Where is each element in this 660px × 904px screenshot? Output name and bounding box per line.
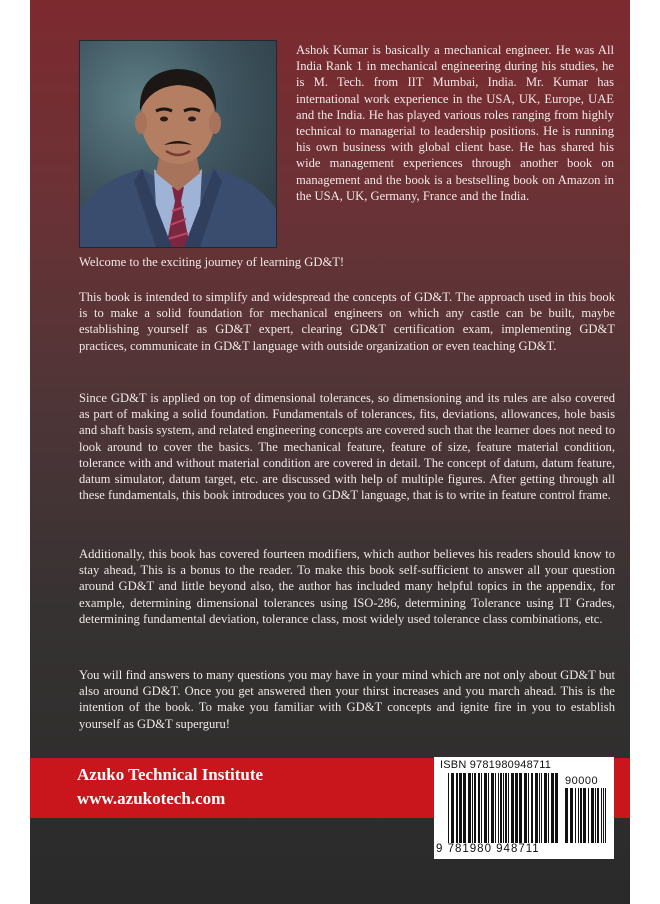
barcode-bar xyxy=(456,773,458,843)
barcode-bar xyxy=(503,773,504,843)
barcode-bar xyxy=(528,773,529,843)
description-paragraph: Additionally, this book has covered fourteen modifiers, which author believes his readers should know to stay ahead, This is a bonus to the reader. To make this book self-sufficient to answer all your question around GD&T and little beyond also, the author has included many helpful topics in the appendix, for example, determining dimensional tolerances using ISO-286, determining Tolerance using IT Grades, determining fundamental deviation, tolerance class, most widely used tolerance class combinations, etc. xyxy=(79,547,615,626)
barcode-bar xyxy=(508,773,509,843)
barcode-bar xyxy=(451,773,454,843)
barcode-bar xyxy=(481,773,482,843)
isbn-barcode xyxy=(434,757,614,859)
barcode-bar xyxy=(539,773,540,843)
barcode-bar xyxy=(531,773,533,843)
price-code: 90000 xyxy=(565,775,599,787)
barcode-bar xyxy=(472,773,473,843)
barcode-digits: 9 781980 948711 xyxy=(436,843,540,855)
barcode-bar xyxy=(575,788,576,843)
welcome-line: Welcome to the exciting journey of learning GD&T! xyxy=(79,255,345,269)
barcode-bar xyxy=(570,788,573,843)
barcode-bar xyxy=(580,788,582,843)
barcode-bar xyxy=(601,788,602,843)
barcode-bar xyxy=(605,788,606,843)
author-photo xyxy=(79,40,277,248)
barcode-bar xyxy=(551,773,554,843)
barcode-bar xyxy=(578,788,579,843)
isbn-label: ISBN 9781980948711 xyxy=(440,759,552,771)
description-paragraph: Since GD&T is applied on top of dimensional tolerances, so dimensioning and its rules are also covered as part of making a solid foundation. Fundamentals of tolerances, fits, deviations, allowances, hole basis and shaft basis system, and related engineering concepts are covered such that the learner does not need to look around to cover the basics. The mechanical feature, feature of size, feature material condition, tolerance with and without material condition are covered in detail. The concept of datum, datum feature, datum simulator, datum target, etc. are discussed with help of multiple figures. After getting through all these fundamentals, this book introduces you to GD&T language, that is to write in feature control frame. xyxy=(79,391,615,503)
barcode-addon-bars-icon xyxy=(565,788,609,843)
barcode-bar xyxy=(474,773,476,843)
description-paragraph: This book is intended to simplify and widespread the concepts of GD&T. The approach used in this book is to make a solid foundation for mechanical engineers on which any castle can be built, maybe establishing yourself as GD&T expert, clearing GD&T certification exam, implementing GD&T practices, communicate in GD&T language with outside organization or even teaching GD&T. xyxy=(79,290,615,353)
barcode-bar xyxy=(484,773,487,843)
barcode-bars-icon xyxy=(448,773,560,843)
barcode-bar xyxy=(500,773,502,843)
back-cover xyxy=(30,0,630,904)
barcode-bar xyxy=(491,773,494,843)
barcode-bar xyxy=(548,773,549,843)
publisher-name: Azuko Technical Institute xyxy=(77,765,264,784)
barcode-bar xyxy=(515,773,518,843)
publisher-website: www.azukotech.com xyxy=(77,789,226,808)
barcode-bar xyxy=(519,773,522,843)
barcode-bar xyxy=(595,788,596,843)
barcode-bar xyxy=(488,773,489,843)
barcode-bar xyxy=(459,773,462,843)
barcode-bar xyxy=(583,788,586,843)
barcode-bar xyxy=(603,788,604,843)
barcode-bar xyxy=(478,773,480,843)
barcode-bar xyxy=(544,773,547,843)
author-portrait-icon xyxy=(80,41,276,247)
barcode-bar xyxy=(495,773,496,843)
barcode-bar xyxy=(505,773,507,843)
barcode-bar xyxy=(591,788,594,843)
barcode-bar xyxy=(511,773,514,843)
barcode-bar xyxy=(555,773,558,843)
barcode-bar xyxy=(541,773,542,843)
barcode-bar xyxy=(524,773,527,843)
description-paragraph: You will find answers to many questions you may have in your mind which are not only about GD&T but also around GD&T. Once you get answered then your thirst increases and you march ahead. This is the intention of the book. To make you familiar with GD&T concepts and ignite fire in you to establish yourself as GD&T superguru! xyxy=(79,668,615,731)
barcode-bar xyxy=(535,773,538,843)
barcode-bar xyxy=(463,773,466,843)
barcode-bar xyxy=(588,788,589,843)
barcode-bar xyxy=(448,773,449,843)
author-bio: Ashok Kumar is basically a mechanical engineer. He was All India Rank 1 in mechanical engineering during his studies, he is M. Tech. from IIT Mumbai, India. Mr. Kumar has international work experience in the USA, UK, Europe, UAE and the India. He has played various roles ranging from highly technical to managerial to leadership positions. He is running his own business with global client base. He has shared his wide management experiences through another book on management and the book is a bestselling book on Amazon in the USA, UK, Germany, France and the India. xyxy=(296,43,614,203)
barcode-bar xyxy=(565,788,568,843)
barcode-bar xyxy=(468,773,471,843)
barcode-bar xyxy=(498,773,499,843)
barcode-bar xyxy=(597,788,599,843)
